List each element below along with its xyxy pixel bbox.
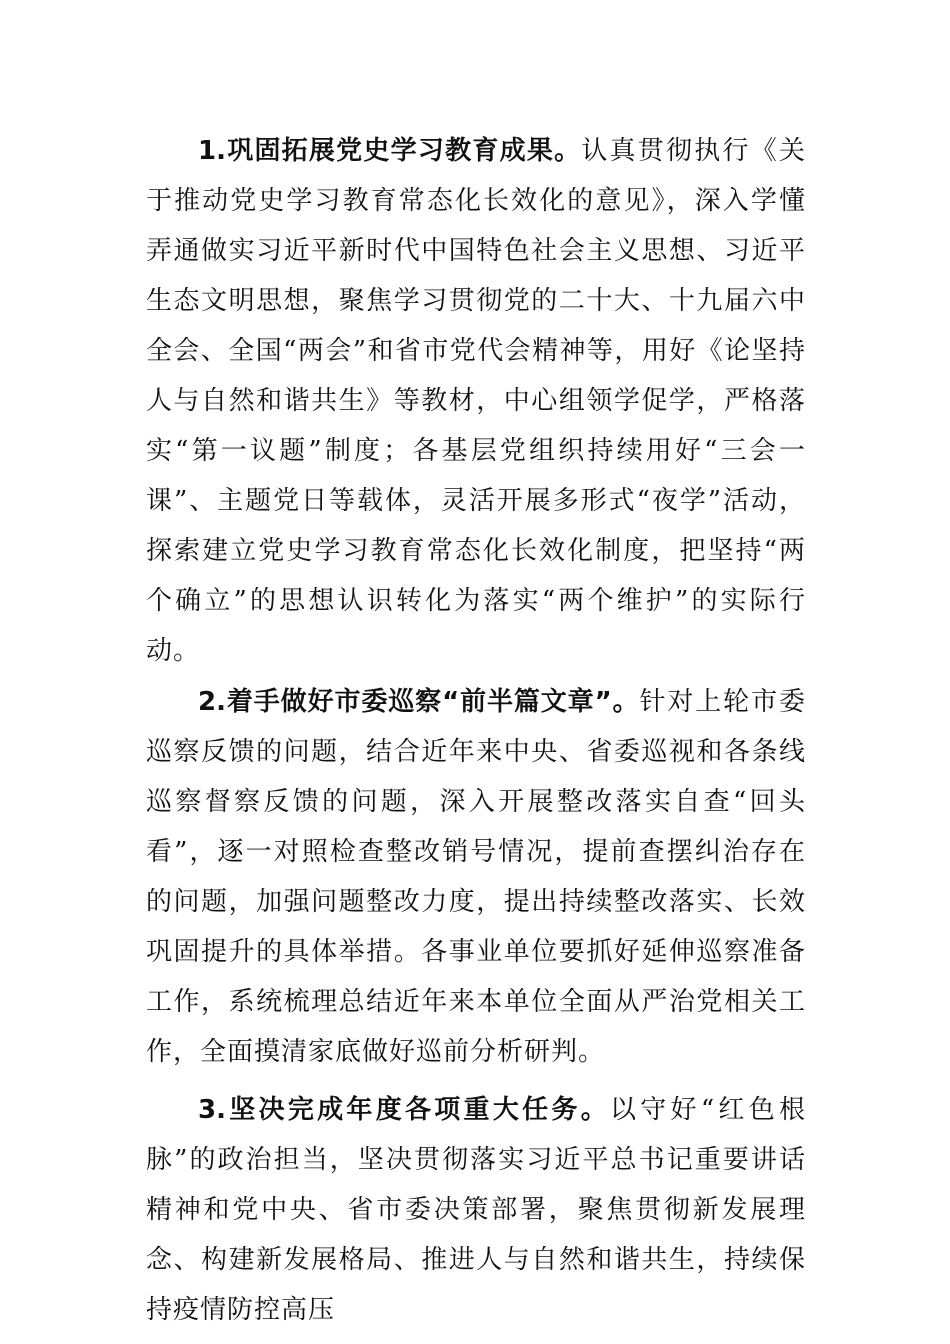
paragraph-1-text: 认真贯彻执行《关于推动党史学习教育常态化长效化的意见》，深入学懂弄通做实习近平新时代中国特色社会主义思想、习近平生态文明思想，聚焦学习贯彻党的二十大、十九届六中全会、全国“两会”和省市党代会精神等，用好《论坚持人与自然和谐共生》等教材，中心组领学促学，严格落实“第一议题”制度；各基层党组织持续用好“三会一课”、主题党日等载体，灵活开展多形式“夜学”活动，探索建立党史学习教育常态化长效化制度，把坚持“两个确立”的思想认识转化为落实“两个维护”的实际行动。	[146, 136, 806, 666]
paragraph-3-text: 以守好“红色根脉”的政治担当，坚决贯彻落实习近平总书记重要讲话精神和党中央、省市委决策部署，聚焦贯彻新发展理念、构建新发展格局、推进人与自然和谐共生，持续保持疫情防控高压	[146, 1095, 806, 1325]
paragraph-2	[146, 677, 806, 1077]
paragraph-3-heading: 3.坚决完成年度各项重大任务。	[198, 1095, 610, 1125]
paragraph-2-text: 针对上轮市委巡察反馈的问题，结合近年来中央、省委巡视和各条线巡察督察反馈的问题，深入开展整改落实自查“回头看”，逐一对照检查整改销号情况，提前查摆纠治存在的问题，加强问题整改力度，提出持续整改落实、长效巩固提升的具体举措。各事业单位要抓好延伸巡察准备工作，系统梳理总结近年来本单位全面从严治党相关工作，全面摸清家底做好巡前分析研判。	[146, 687, 806, 1067]
paragraph-2-heading: 2.着手做好市委巡察“前半篇文章”。	[198, 687, 640, 717]
paragraph-3	[146, 1085, 806, 1335]
paragraph-1	[146, 126, 806, 676]
document-body	[146, 126, 806, 1335]
paragraph-1-heading: 1.巩固拓展党史学习教育成果。	[198, 136, 582, 166]
